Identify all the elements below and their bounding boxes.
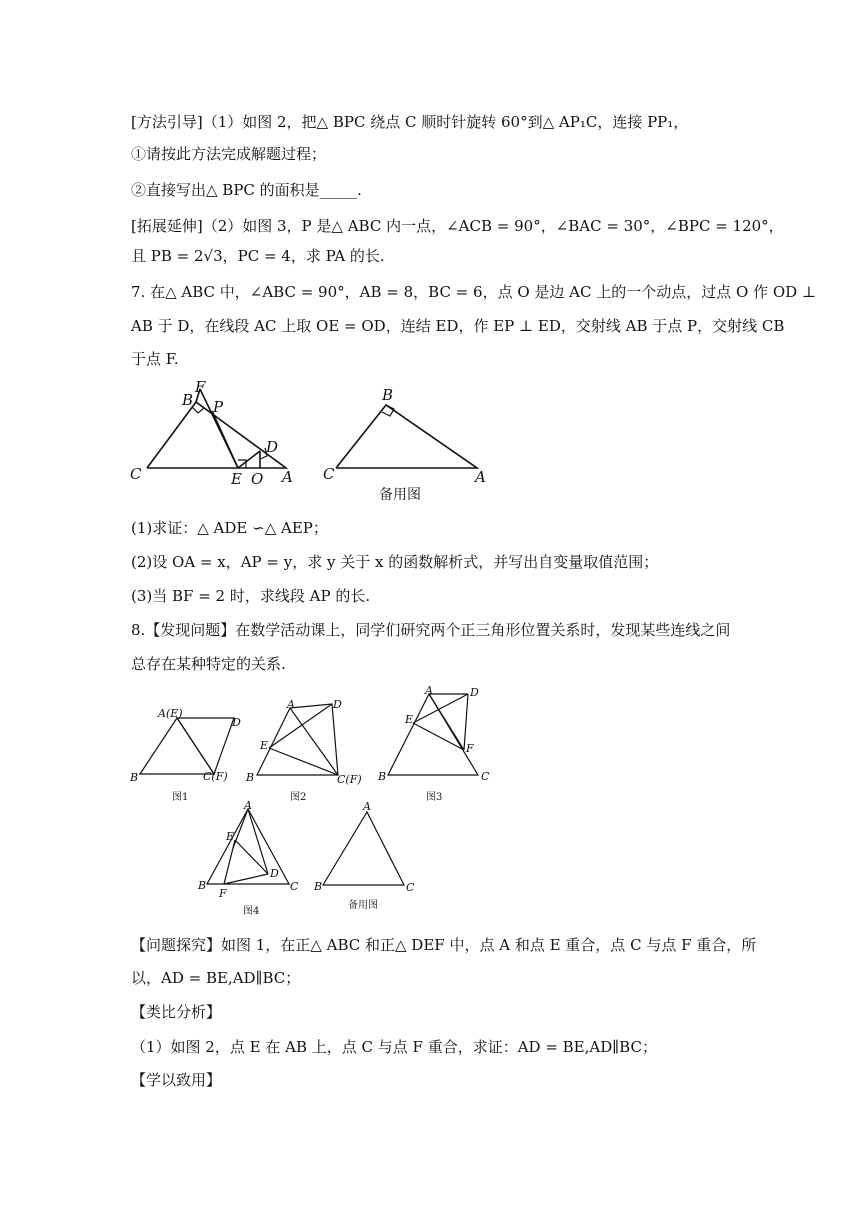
text-line-6: 7. 在△ ABC 中，∠ABC = 90°，AB = 8，BC = 6，点 O 是边 AC 上的一个动点，过点 O 作 OD ⊥ xyxy=(131,283,817,301)
f1-label-CF: C(F) xyxy=(203,770,228,783)
text-line-17: （1）如图 2，点 E 在 AB 上，点 C 与点 F 重合，求证：AD = BE,AD∥BC； xyxy=(131,1038,657,1056)
label-P: P xyxy=(213,398,224,416)
f4-label-B: B xyxy=(198,879,207,892)
f5-caption: 备用图 xyxy=(348,900,378,911)
f3-label-C: C xyxy=(481,770,490,783)
text-line-4: [拓展延伸]（2）如图 3，P 是△ ABC 内一点，∠ACB = 90°，∠BAC = 30°，∠BPC = 120°， xyxy=(131,217,784,235)
text-line-1: [方法引导]（1）如图 2，把△ BPC 绕点 C 顺时针旋转 60°到△ AP₁C，连接 PP₁， xyxy=(131,113,689,131)
f3-label-F: F xyxy=(466,742,474,755)
f4-label-E: E xyxy=(226,830,235,843)
f4-label-D: D xyxy=(270,867,279,880)
f5-label-A: A xyxy=(363,800,371,813)
f1-label-B: B xyxy=(130,771,139,784)
text-line-18: 【学以致用】 xyxy=(131,1071,222,1089)
label-B: B xyxy=(182,391,194,409)
text-line-12: 8.【发现问题】在数学活动课上，同学们研究两个正三角形位置关系时，发现某些连线之间 xyxy=(131,621,731,639)
text-line-3: ②直接写出△ BPC 的面积是_____. xyxy=(131,181,362,199)
spare-label-B: B xyxy=(382,386,394,404)
text-line-7: AB 于 D，在线段 AC 上取 OE = OD，连结 ED，作 EP ⊥ ED，交射线 AB 于点 P，交射线 CB xyxy=(131,317,785,335)
f3-label-D: D xyxy=(470,686,479,699)
f3-label-E: E xyxy=(405,713,414,726)
spare-label-A: A xyxy=(475,468,486,486)
text-line-8: 于点 F. xyxy=(131,350,179,368)
problem-7-figure xyxy=(120,372,500,504)
f2-label-E: E xyxy=(260,739,269,752)
f2-label-B: B xyxy=(246,771,255,784)
label-C: C xyxy=(130,465,142,483)
text-line-13: 总存在某种特定的关系. xyxy=(131,655,286,673)
f1-label-AE: A(E) xyxy=(158,707,183,720)
f3-label-A: A xyxy=(425,684,433,697)
label-E: E xyxy=(231,470,242,488)
label-F: F xyxy=(195,378,206,396)
f5-label-C: C xyxy=(406,881,415,894)
f2-caption: 图2 xyxy=(290,792,307,803)
f2-label-CF: C(F) xyxy=(337,773,362,786)
text-line-15: 以，AD = BE,AD∥BC； xyxy=(131,969,301,987)
text-line-14: 【问题探究】如图 1，在正△ ABC 和正△ DEF 中，点 A 和点 E 重合，点 C 与点 F 重合，所 xyxy=(131,936,757,954)
f1-caption: 图1 xyxy=(172,792,189,803)
f4-label-F: F xyxy=(219,887,227,900)
f4-caption: 图4 xyxy=(243,906,260,917)
problem-8-figures xyxy=(120,682,510,918)
text-line-11: (3)当 BF = 2 时，求线段 AP 的长. xyxy=(131,587,371,605)
label-D: D xyxy=(266,438,279,456)
f3-caption: 图3 xyxy=(426,792,443,803)
f2-label-A: A xyxy=(287,698,295,711)
text-line-5: 且 PB = 2√3，PC = 4，求 PA 的长. xyxy=(131,247,385,265)
f5-label-B: B xyxy=(314,880,323,893)
spare-label-C: C xyxy=(323,465,335,483)
text-line-16: 【类比分析】 xyxy=(131,1003,222,1021)
label-A: A xyxy=(282,468,293,486)
text-line-2: ①请按此方法完成解题过程； xyxy=(131,145,327,163)
f1-label-D: D xyxy=(232,716,241,729)
text-line-10: (2)设 OA = x，AP = y，求 y 关于 x 的函数解析式，并写出自变量取值范围； xyxy=(131,553,659,571)
f3-label-B: B xyxy=(378,770,387,783)
f4-label-A: A xyxy=(244,799,252,812)
f4-label-C: C xyxy=(290,880,299,893)
spare-caption: 备用图 xyxy=(379,487,421,503)
f2-label-D: D xyxy=(333,698,342,711)
text-line-9: (1)求证：△ ADE ∽△ AEP； xyxy=(131,519,328,537)
label-O: O xyxy=(251,470,264,488)
